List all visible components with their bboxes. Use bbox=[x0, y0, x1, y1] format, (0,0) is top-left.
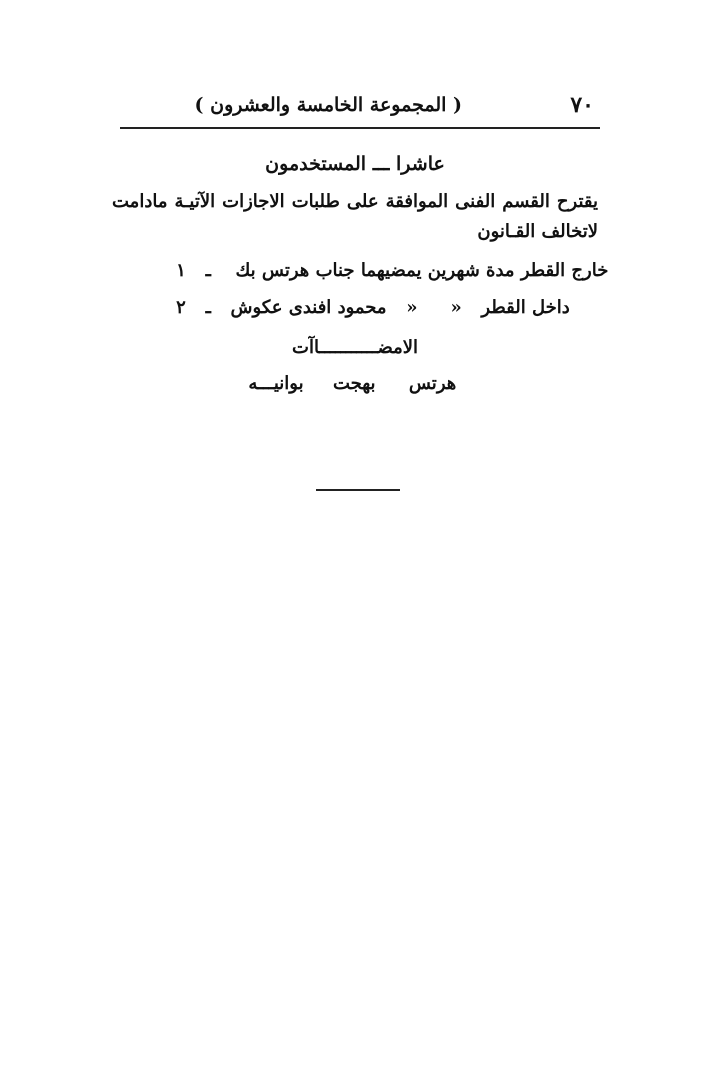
ditto-mark: « bbox=[450, 297, 462, 318]
proposal-paragraph: يقترح القسم الفنى الموافقة على طلبات الاجازات الآتيـة مادامت لاتخالف القـانون bbox=[112, 191, 598, 242]
item-number: ٢ bbox=[176, 297, 186, 318]
running-title: ( المجموعة الخامسة والعشرون ) bbox=[194, 94, 462, 116]
section-heading: عاشرا ـــ المستخدمون bbox=[265, 153, 445, 175]
employee-name: محمود افندى عكوش bbox=[230, 297, 387, 318]
employee-name: جناب هرتس بك bbox=[235, 260, 355, 281]
leave-request-item bbox=[170, 293, 590, 323]
item-dash: ـ bbox=[205, 297, 211, 318]
leave-duration: مدة شهرين يمضيهما bbox=[360, 260, 515, 281]
signature-name: بوانيـــه bbox=[248, 373, 304, 394]
leave-request-item bbox=[170, 256, 609, 286]
page-number: ٧٠ bbox=[570, 92, 594, 118]
leave-place: خارج القطر bbox=[520, 260, 609, 281]
end-rule bbox=[316, 489, 400, 491]
signatures-row bbox=[240, 370, 460, 398]
leave-place: داخل القطر bbox=[481, 297, 570, 318]
item-dash: ـ bbox=[205, 260, 211, 281]
header-rule bbox=[120, 127, 600, 129]
signatures-heading: الامضـــــــــــاآت bbox=[292, 337, 418, 358]
item-number: ١ bbox=[176, 260, 186, 281]
ditto-mark: « bbox=[406, 297, 418, 318]
signature-name: هرتس bbox=[408, 373, 457, 394]
signature-name: بهجت bbox=[332, 373, 376, 394]
